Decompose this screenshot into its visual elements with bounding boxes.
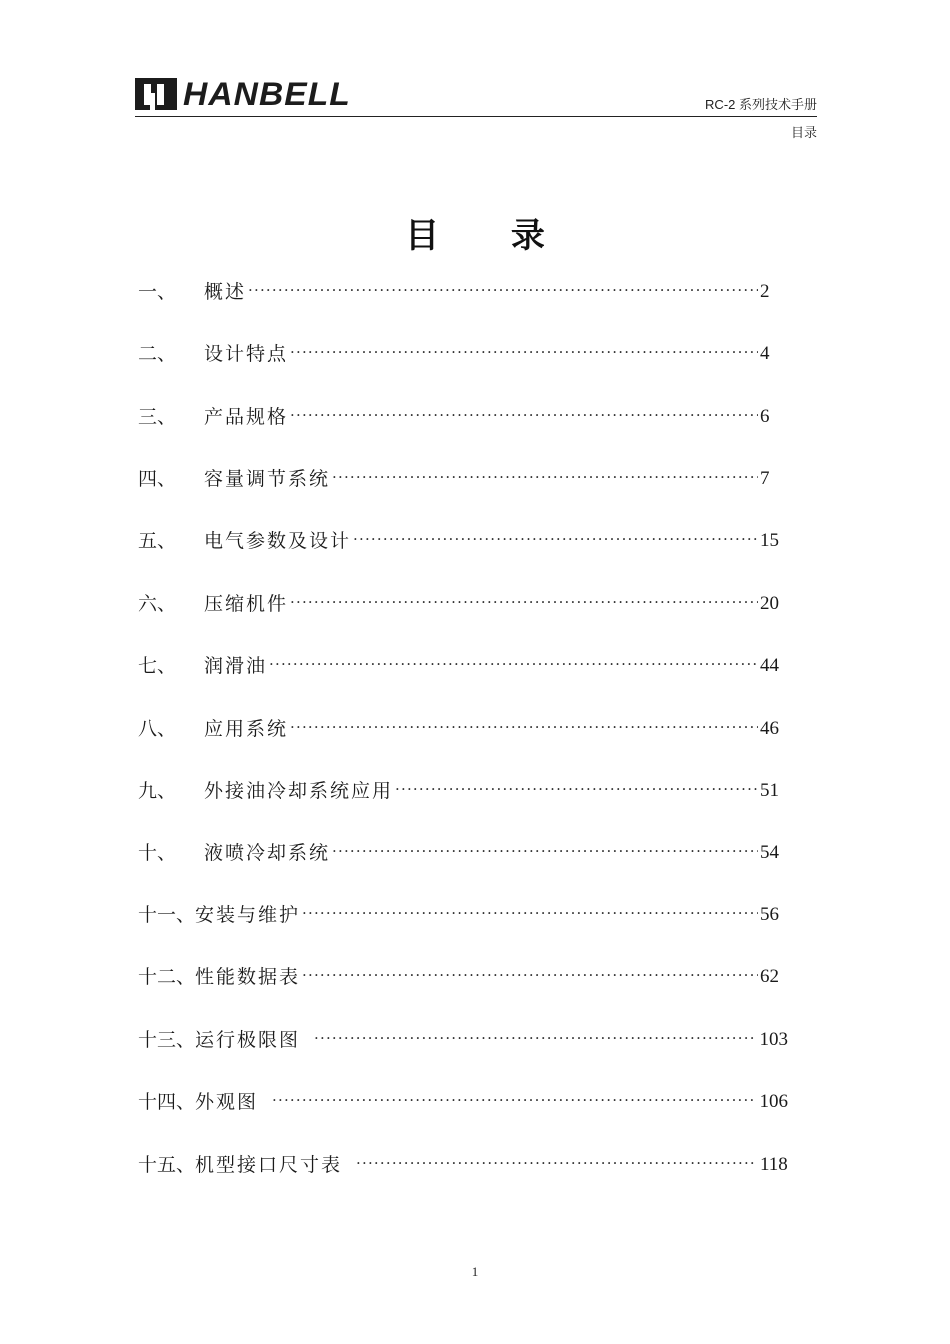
toc-entry-page: 62 — [760, 966, 779, 987]
toc-entry-number: 二、 — [138, 343, 177, 365]
toc-entry-title: 安装与维护 — [195, 904, 301, 926]
toc-entry-title: 性能数据表 — [195, 966, 301, 988]
toc-entry[interactable] — [138, 1086, 788, 1118]
document-title: RC-2 系列技术手册 — [705, 97, 817, 112]
toc-entry-page: 54 — [760, 842, 779, 863]
toc-entry[interactable] — [138, 961, 788, 993]
toc-entry-number: 三、 — [138, 406, 177, 428]
toc-entry-title: 容量调节系统 — [204, 468, 331, 490]
toc-entry-title: 概述 — [204, 281, 247, 303]
toc-entry[interactable] — [138, 1024, 788, 1056]
section-label: 目录 — [790, 125, 817, 140]
toc-entry-page: 44 — [760, 655, 779, 676]
toc-leader-dots — [395, 773, 758, 805]
toc-entry[interactable] — [138, 338, 788, 370]
toc-entry-page: 7 — [760, 468, 770, 489]
toc-entry-page: 20 — [760, 593, 779, 614]
toc-entry-number: 五、 — [138, 530, 177, 552]
toc-entry-number: 十五、 — [138, 1154, 196, 1176]
toc-entry[interactable] — [138, 525, 788, 557]
toc-entry[interactable] — [138, 899, 788, 931]
toc-entry-number: 十、 — [138, 842, 177, 864]
toc-entry[interactable] — [138, 650, 788, 682]
toc-entry[interactable] — [138, 1149, 788, 1181]
toc-entry-number: 六、 — [138, 593, 177, 615]
page-number: 1 — [471, 1264, 479, 1279]
toc-leader-dots — [353, 523, 758, 555]
toc-entry-page: 46 — [760, 718, 779, 739]
toc-entry[interactable] — [138, 775, 788, 807]
toc-leader-dots — [290, 399, 758, 431]
toc-entry[interactable] — [138, 276, 788, 308]
toc-entry-title: 产品规格 — [204, 406, 289, 428]
toc-entry-title: 电气参数及设计 — [204, 530, 352, 552]
toc-entry[interactable] — [138, 401, 788, 433]
toc-entry[interactable] — [138, 837, 788, 869]
toc-entry[interactable] — [138, 713, 788, 745]
toc-entry-page: 106 — [759, 1091, 788, 1112]
toc-entry-page: 2 — [760, 281, 770, 302]
header-divider — [135, 116, 817, 117]
toc-entry-title: 外接油冷却系统应用 — [204, 780, 394, 802]
logo-text: HANBELL — [183, 76, 351, 112]
toc-entry-page: 103 — [759, 1029, 788, 1050]
toc-entry-number: 四、 — [138, 468, 177, 490]
toc-leader-dots — [290, 586, 758, 618]
toc-entry-title: 液喷冷却系统 — [204, 842, 331, 864]
toc-leader-dots — [272, 1084, 753, 1116]
hanbell-logo — [135, 76, 351, 112]
toc-entry-title: 外观图 — [195, 1091, 259, 1113]
toc-leader-dots — [248, 274, 758, 306]
toc-title: 目 录 — [405, 216, 575, 256]
toc-entry-number: 十一、 — [138, 904, 196, 926]
toc-entry-number: 九、 — [138, 780, 177, 802]
toc-entry-page: 15 — [760, 530, 779, 551]
toc-entry-page: 56 — [760, 904, 779, 925]
toc-leader-dots — [302, 897, 758, 929]
toc-leader-dots — [302, 959, 758, 991]
toc-leader-dots — [314, 1022, 753, 1054]
toc-entry-page: 4 — [760, 343, 770, 364]
toc-entry-number: 八、 — [138, 718, 177, 740]
toc-entry-number: 十二、 — [138, 966, 196, 988]
toc-entry-number: 十三、 — [138, 1029, 196, 1051]
toc-entry-page: 118 — [760, 1154, 788, 1175]
toc-entry-title: 润滑油 — [204, 655, 268, 677]
toc-entry-number: 十四、 — [138, 1091, 196, 1113]
toc-leader-dots — [269, 648, 758, 680]
toc-entry-page: 51 — [760, 780, 779, 801]
hanbell-logo-icon — [135, 78, 177, 110]
toc-entry-page: 6 — [760, 406, 770, 427]
toc-leader-dots — [290, 336, 758, 368]
toc-leader-dots — [332, 835, 758, 867]
toc-entry-number: 一、 — [138, 281, 177, 303]
toc-leader-dots — [290, 711, 758, 743]
toc-entry-title: 机型接口尺寸表 — [195, 1154, 343, 1176]
toc-entry-number: 七、 — [138, 655, 177, 677]
toc-leader-dots — [356, 1147, 754, 1179]
toc-entry-title: 设计特点 — [204, 343, 289, 365]
toc-leader-dots — [332, 461, 758, 493]
toc-entry-title: 运行极限图 — [195, 1029, 301, 1051]
toc-entry-title: 压缩机件 — [204, 593, 289, 615]
toc-entry-title: 应用系统 — [204, 718, 289, 740]
toc-entry[interactable] — [138, 588, 788, 620]
page-header — [135, 74, 817, 144]
toc-entry[interactable] — [138, 463, 788, 495]
